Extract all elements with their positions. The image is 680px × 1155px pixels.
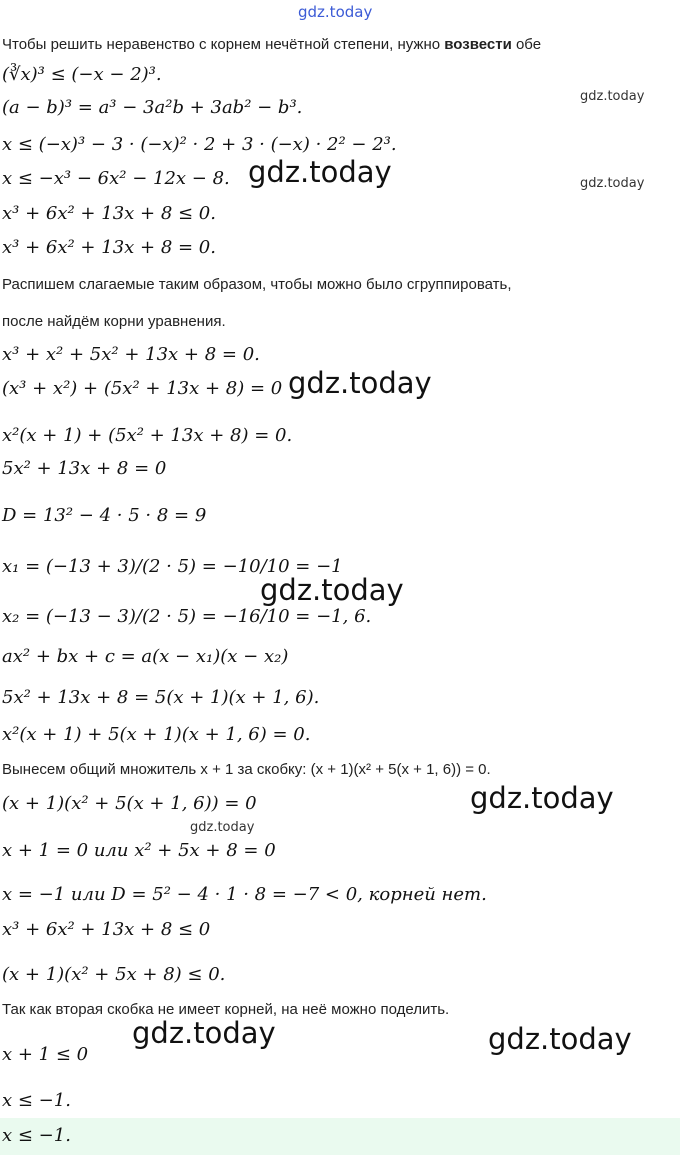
watermark-big: gdz.today bbox=[288, 366, 432, 400]
watermark-small: gdz.today bbox=[190, 820, 255, 835]
math-line: x ≤ (−x)³ − 3 · (−x)² · 2 + 3 · (−x) · 2² − 2³. bbox=[2, 134, 397, 155]
math-line: x₁ = (−13 + 3)/(2 · 5) = −10/10 = −1 bbox=[2, 556, 343, 577]
intro-text-after: обе bbox=[511, 36, 542, 53]
text-line: Распишем слагаемые таким образом, чтобы можно было сгруппировать, bbox=[2, 276, 512, 293]
math-line: (x³ + x²) + (5x² + 13x + 8) = 0 bbox=[2, 378, 283, 399]
math-line: (x + 1)(x² + 5(x + 1, 6)) = 0 bbox=[2, 793, 257, 814]
math-line: x + 1 = 0 или x² + 5x + 8 = 0 bbox=[2, 840, 276, 861]
math-line: x³ + 6x² + 13x + 8 ≤ 0. bbox=[2, 203, 216, 224]
math-line: (x + 1)(x² + 5x + 8) ≤ 0. bbox=[2, 964, 226, 985]
watermark-small: gdz.today bbox=[580, 176, 645, 191]
math-line: x²(x + 1) + 5(x + 1)(x + 1, 6) = 0. bbox=[2, 724, 311, 745]
math-line: x³ + 6x² + 13x + 8 = 0. bbox=[2, 237, 216, 258]
math-line: x²(x + 1) + (5x² + 13x + 8) = 0. bbox=[2, 425, 293, 446]
math-line: x³ + 6x² + 13x + 8 ≤ 0 bbox=[2, 919, 211, 940]
text-line: Вынесем общий множитель x + 1 за скобку: (x + 1)(x² + 5(x + 1, 6)) = 0. bbox=[2, 761, 491, 778]
math-line: D = 13² − 4 · 5 · 8 = 9 bbox=[2, 505, 207, 526]
answer-line: x ≤ −1. bbox=[2, 1125, 71, 1146]
math-line: ax² + bx + c = a(x − x₁)(x − x₂) bbox=[2, 646, 289, 667]
watermark-big: gdz.today bbox=[260, 573, 404, 607]
answer-highlight bbox=[0, 1118, 680, 1155]
intro-text-bold: возвести bbox=[444, 36, 512, 53]
math-line: x ≤ −x³ − 6x² − 12x − 8. bbox=[2, 168, 230, 189]
math-line: x + 1 ≤ 0 bbox=[2, 1044, 89, 1065]
watermark-big: gdz.today bbox=[488, 1022, 632, 1056]
math-line: x = −1 или D = 5² − 4 · 1 · 8 = −7 < 0, корней нет. bbox=[2, 884, 487, 905]
watermark-big: gdz.today bbox=[248, 155, 392, 189]
math-line: (∛x)³ ≤ (−x − 2)³. bbox=[2, 64, 162, 85]
intro-line bbox=[2, 36, 541, 53]
top-watermark: gdz.today bbox=[298, 3, 373, 21]
watermark-big: gdz.today bbox=[470, 781, 614, 815]
math-line: x ≤ −1. bbox=[2, 1090, 71, 1111]
math-line: 5x² + 13x + 8 = 0 bbox=[2, 458, 167, 479]
math-line: 5x² + 13x + 8 = 5(x + 1)(x + 1, 6). bbox=[2, 687, 320, 708]
math-line: x₂ = (−13 − 3)/(2 · 5) = −16/10 = −1, 6. bbox=[2, 606, 372, 627]
watermark-big: gdz.today bbox=[132, 1016, 276, 1050]
text-line: после найдём корни уравнения. bbox=[2, 313, 226, 330]
math-line: (a − b)³ = a³ − 3a²b + 3ab² − b³. bbox=[2, 97, 303, 118]
text-line: Так как вторая скобка не имеет корней, на неё можно поделить. bbox=[2, 1001, 450, 1018]
watermark-small: gdz.today bbox=[580, 89, 645, 104]
math-line: x³ + x² + 5x² + 13x + 8 = 0. bbox=[2, 344, 260, 365]
intro-text-before: Чтобы решить неравенство с корнем нечётной степени, нужно bbox=[2, 36, 445, 53]
